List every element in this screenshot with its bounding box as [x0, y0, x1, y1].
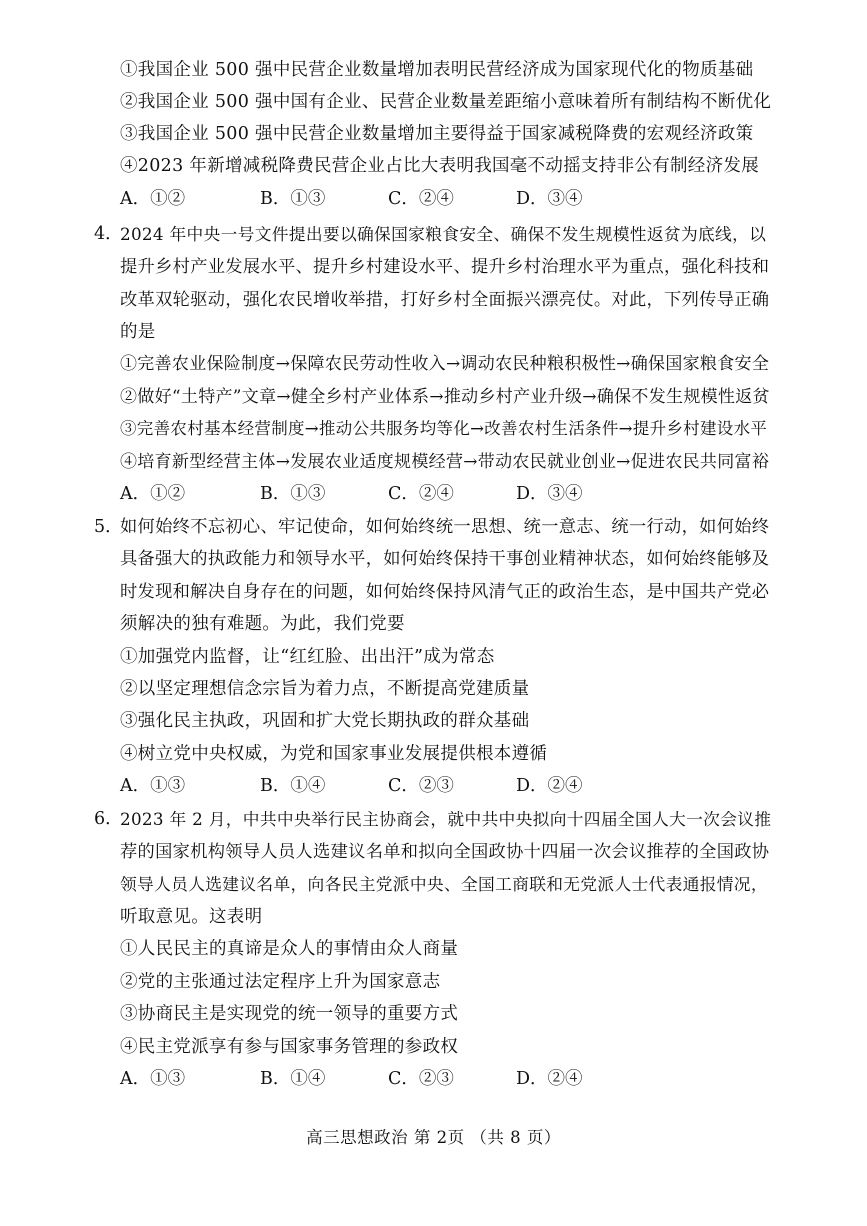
q3-options [120, 187, 720, 211]
q4-item-1: ①完善农业保险制度→保障农民劳动性收入→调动农民种粮积极性→确保国家粮食安全 [120, 354, 770, 374]
q5-options [120, 774, 720, 798]
q6-stem-line-2: 荐的国家机构领导人员人选建议名单和拟向全国政协十四届一次会议推荐的全国政协 [120, 842, 770, 862]
q6-option-c: C．②③ [388, 1069, 454, 1089]
q5-item-3: ③强化民主执政，巩固和扩大党长期执政的群众基础 [120, 711, 530, 731]
q5-option-b: B．①④ [260, 776, 326, 796]
q5-item-4: ④树立党中央权威，为党和国家事业发展提供根本遵循 [120, 744, 548, 764]
q3-option-a: A．①② [120, 189, 186, 209]
q4-stem-line-4: 的是 [120, 322, 156, 342]
q6-number: 6． [94, 809, 123, 829]
q6-stem-line-4: 听取意见。这表明 [120, 907, 263, 927]
q4-number: 4． [94, 224, 123, 244]
q6-option-a: A．①③ [120, 1069, 186, 1089]
q6-stem-line-1: 2023 年 2 月，中共中央举行民主协商会，就中共中央拟向十四届全国人大一次会议推 [120, 809, 772, 829]
q4-option-a: A．①② [120, 484, 186, 504]
q3-item-4: ④2023 年新增减税降费民营企业占比大表明我国毫不动摇支持非公有制经济发展 [120, 156, 759, 176]
q4-option-d: D．③④ [516, 484, 583, 504]
q3-item-1: ①我国企业 500 强中民营企业数量增加表明民营经济成为国家现代化的物质基础 [120, 60, 754, 80]
q4-options [120, 482, 720, 506]
q4-item-4: ④培育新型经营主体→发展农业适度规模经营→带动农民就业创业→促进农民共同富裕 [120, 452, 770, 472]
q6-item-4: ④民主党派享有参与国家事务管理的参政权 [120, 1037, 459, 1057]
q4-option-b: B．①③ [260, 484, 326, 504]
q3-option-c: C．②④ [388, 189, 454, 209]
q3-item-2: ②我国企业 500 强中国有企业、民营企业数量差距缩小意味着所有制结构不断优化 [120, 92, 772, 112]
q4-item-3: ③完善农村基本经营制度→推动公共服务均等化→改善农村生活条件→提升乡村建设水平 [120, 419, 768, 438]
q5-item-1: ①加强党内监督，让“红红脸、出出汗”成为常态 [120, 647, 495, 667]
q6-item-3: ③协商民主是实现党的统一领导的重要方式 [120, 1004, 459, 1024]
q5-item-2: ②以坚定理想信念宗旨为着力点，不断提高党建质量 [120, 679, 530, 699]
q4-stem-line-2: 提升乡村产业发展水平、提升乡村建设水平、提升乡村治理水平为重点，强化科技和 [120, 257, 770, 277]
q6-item-2: ②党的主张通过法定程序上升为国家意志 [120, 972, 441, 992]
q5-stem-line-1: 如何始终不忘初心、牢记使命，如何始终统一思想、统一意志、统一行动，如何始终 [120, 517, 770, 537]
q3-option-b: B．①③ [260, 189, 326, 209]
q5-option-c: C．②③ [388, 776, 454, 796]
q5-stem-line-4: 须解决的独有难题。为此，我们党要 [120, 614, 405, 634]
page-footer: 高三思想政治 第 2页 （共 8 页） [306, 1128, 561, 1147]
q6-options [120, 1067, 720, 1091]
q4-item-2: ②做好“土特产”文章→健全乡村产业体系→推动乡村产业升级→确保不发生规模性返贫 [120, 387, 770, 407]
q5-number: 5． [94, 517, 123, 537]
q6-stem-line-3: 领导人员人选建议名单，向各民主党派中央、全国工商联和无党派人士代表通报情况， [120, 874, 768, 894]
q3-option-d: D．③④ [516, 189, 583, 209]
q4-option-c: C．②④ [388, 484, 454, 504]
q6-option-b: B．①④ [260, 1069, 326, 1089]
q5-stem-line-3: 时发现和解决自身存在的问题，如何始终保持风清气正的政治生态，是中国共产党必 [120, 582, 770, 602]
q5-option-a: A．①③ [120, 776, 186, 796]
q6-option-d: D．②④ [516, 1069, 583, 1089]
q3-item-3: ③我国企业 500 强中民营企业数量增加主要得益于国家减税降费的宏观经济政策 [120, 124, 754, 144]
q4-stem-line-1: 2024 年中央一号文件提出要以确保国家粮食安全、确保不发生规模性返贫为底线，以 [120, 224, 767, 244]
q5-option-d: D．②④ [516, 776, 583, 796]
q5-stem-line-2: 具备强大的执政能力和领导水平，如何始终保持干事创业精神状态，如何始终能够及 [120, 549, 770, 569]
q4-stem-line-3: 改革双轮驱动，强化农民增收举措，打好乡村全面振兴漂亮仗。对此，下列传导正确 [120, 290, 770, 310]
q6-item-1: ①人民民主的真谛是众人的事情由众人商量 [120, 939, 459, 959]
